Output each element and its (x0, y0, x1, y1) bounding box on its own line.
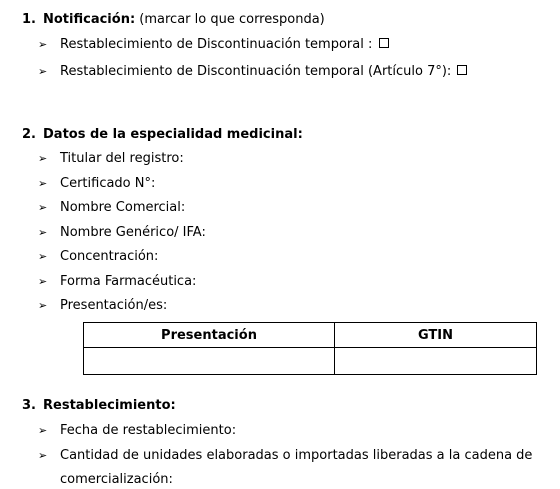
field-nombre-comercial-label: Nombre Comercial: (60, 200, 186, 215)
arrowhead-bullet-icon: ➢ (38, 152, 48, 165)
field-forma-farmaceutica (38, 274, 196, 289)
field-certificado-label: Certificado N°: (60, 176, 156, 191)
section-1-number: 1. (22, 12, 36, 27)
field-concentracion-label: Concentración: (60, 249, 159, 264)
field-cantidad-label: Cantidad de unidades elaboradas o importadas liberadas a la cadena de (60, 448, 533, 463)
notification-option-2-label: Restablecimiento de Discontinuación temporal (Artículo 7°): (60, 64, 452, 79)
arrowhead-bullet-icon: ➢ (38, 250, 48, 263)
table-header-row (84, 323, 537, 348)
notification-option-1 (38, 37, 389, 52)
arrowhead-bullet-icon: ➢ (38, 177, 48, 190)
cell-gtin-input[interactable] (335, 348, 537, 375)
table-row (84, 348, 537, 375)
section-2-title: Datos de la especialidad medicinal: (43, 127, 303, 142)
cell-presentacion-input[interactable] (84, 348, 335, 375)
section-1-title: Notificación: (43, 12, 136, 27)
section-2-heading (22, 127, 303, 142)
arrowhead-bullet-icon: ➢ (38, 449, 48, 462)
field-presentaciones-label: Presentación/es: (60, 298, 168, 313)
empty-checkbox-icon[interactable] (457, 65, 467, 75)
arrowhead-bullet-icon: ➢ (38, 424, 48, 437)
notification-option-2 (38, 64, 467, 79)
field-fecha-label: Fecha de restablecimiento: (60, 423, 237, 438)
field-forma-farmaceutica-label: Forma Farmacéutica: (60, 274, 197, 289)
field-titular-label: Titular del registro: (60, 151, 184, 166)
field-fecha-restablecimiento (38, 423, 236, 438)
notification-option-1-label: Restablecimiento de Discontinuación temporal : (60, 37, 373, 52)
arrowhead-bullet-icon: ➢ (38, 226, 48, 239)
arrowhead-bullet-icon: ➢ (38, 299, 48, 312)
arrowhead-bullet-icon: ➢ (38, 38, 48, 51)
presentation-table (83, 322, 537, 375)
arrowhead-bullet-icon: ➢ (38, 201, 48, 214)
field-cantidad-unidades (38, 448, 532, 463)
field-presentaciones (38, 298, 167, 313)
arrowhead-bullet-icon: ➢ (38, 65, 48, 78)
section-1-note: (marcar lo que corresponda) (139, 12, 325, 27)
field-nombre-generico-label: Nombre Genérico/ IFA: (60, 225, 206, 240)
section-3-heading (22, 398, 176, 413)
field-cantidad-label-cont: comercialización: (60, 472, 173, 487)
section-1-heading (22, 12, 325, 27)
header-gtin: GTIN (335, 323, 537, 348)
field-cantidad-continuation (60, 472, 173, 487)
section-2-number: 2. (22, 127, 36, 142)
section-3-number: 3. (22, 398, 36, 413)
field-nombre-generico (38, 225, 206, 240)
field-concentracion (38, 249, 158, 264)
field-titular (38, 151, 184, 166)
header-presentacion: Presentación (84, 323, 335, 348)
field-certificado (38, 176, 155, 191)
empty-checkbox-icon[interactable] (379, 38, 389, 48)
section-3-title: Restablecimiento: (43, 398, 176, 413)
arrowhead-bullet-icon: ➢ (38, 275, 48, 288)
field-nombre-comercial (38, 200, 185, 215)
